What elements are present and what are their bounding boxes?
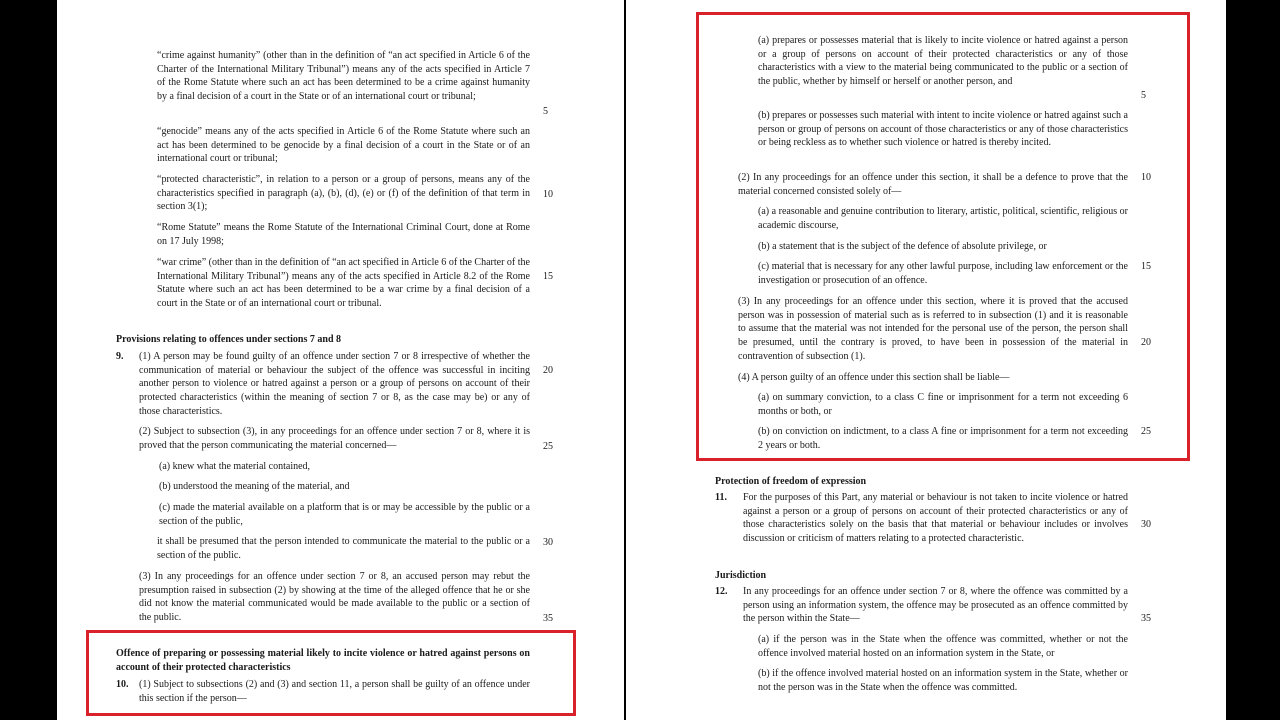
highlight-box-section-10 <box>86 630 576 716</box>
section-9-subsection-2a: (a) knew what the material contained, <box>159 461 311 472</box>
section-11-number: 11. <box>715 492 727 503</box>
section-11-heading: Protection of freedom of expression <box>715 476 867 487</box>
section-10-subsection-4: (4) A person guilty of an offence under this section shall be liable— <box>738 372 1010 383</box>
section-10-subsection-2c: (c) material that is necessary for any other lawful purpose, including law enforcement or the investigation or prosecution of an offence. <box>758 261 1128 286</box>
definition-genocide: “genocide” means any of the acts specified in Article 6 of the Rome Statute where such an act has been determined to be genocide by a final decision of a court in the State or of an international court or tribunal; <box>157 126 530 165</box>
section-12-number: 12. <box>715 586 728 597</box>
definition-protected-characteristic: “protected characteristic”, in relation to a person or a group of persons, means any of the characteristics specified in paragraph (a), (b), (d), (e) or (f) of the definition of that term in section 3(1); <box>157 174 530 213</box>
section-12-paragraph-b: (b) if the offence involved material hosted on an information system in the State, whether or not the person was in the State when the offence was committed. <box>758 668 1128 693</box>
line-number: 35 <box>543 613 553 624</box>
line-number: 35 <box>1141 613 1151 624</box>
section-9-subsection-2-tail: it shall be presumed that the person intended to communicate the material to the public or a section of the public. <box>157 536 530 561</box>
highlight-box-section-10-continued <box>696 12 1190 461</box>
section-11-text: For the purposes of this Part, any material or behaviour is not taken to incite violence or hatred against a person or a group of persons on account of their protected characteristics or any of those characteristics solely on the basis that that material or behaviour includes or involves discussion or criticism of matters relating to a protected characteristic. <box>743 492 1128 545</box>
right-page <box>626 0 1226 720</box>
section-9-subsection-2: (2) Subject to subsection (3), in any proceedings for an offence under section 7 or 8, where it is proved that the person communicating the material concerned— <box>139 426 530 451</box>
section-10-subsection-4b: (b) on conviction on indictment, to a class A fine or imprisonment for a term not exceeding 2 years or both. <box>758 426 1128 451</box>
section-10-heading: Offence of preparing or possessing material likely to incite violence or hatred against persons on account of their protected characteristics <box>116 648 530 673</box>
definition-war-crime: “war crime” (other than in the definition of “an act specified in Article 6 of the Charter of the International Military Tribunal”) means any of the acts specified in Article 8.2 of the Rome Statute where such an act has been determined to be a war crime by a final decision of a court in the State or of an international court or tribunal. <box>157 257 530 310</box>
definition-crime-against-humanity: “crime against humanity” (other than in the definition of “an act specified in Article 6 of the Charter of the International Military Tribunal”) means any of the acts specified in Article 7 of the Rome Statute where such an act has been determined to be a crime against humanity by a final decision of a court in the State or of an international court or tribunal; <box>157 50 530 103</box>
line-number: 30 <box>1141 519 1151 530</box>
section-9-subsection-2c: (c) made the material available on a platform that is or may be accessible by the public or a section of the public, <box>159 502 530 527</box>
section-9-subsection-2b: (b) understood the meaning of the material, and <box>159 481 350 492</box>
definition-rome-statute: “Rome Statute” means the Rome Statute of the International Criminal Court, done at Rome on 17 July 1998; <box>157 222 530 247</box>
section-10-subsection-2a: (a) a reasonable and genuine contribution to literary, artistic, political, scientific, religious or academic discourse, <box>758 206 1128 231</box>
section-12-text: In any proceedings for an offence under section 7 or 8, where the offence was committed by a person using an information system, the offence may be prosecuted as an offence committed by the person within the State— <box>743 586 1128 625</box>
section-10-number: 10. <box>116 679 129 690</box>
left-page <box>57 0 624 720</box>
section-10-subsection-3: (3) In any proceedings for an offence under this section, where it is proved that the accused person was in possession of material such as is referred to in subsection (1) and it is reasonable to assume that the material was not intended for the personal use of the person, the person shall be presumed, until the contrary is proved, to have been in possession of the material in contravention of subsection (1). <box>738 296 1128 362</box>
line-number: 5 <box>1141 90 1146 101</box>
section-10-subsection-2: (2) In any proceedings for an offence under this section, it shall be a defence to prove that the material concerned consisted solely of— <box>738 172 1128 197</box>
section-9-subsection-3: (3) In any proceedings for an offence under section 7 or 8, an accused person may rebut the presumption raised in subsection (2) by showing at the time of the alleged offence that he or she did not know the material communicated would be made available to the public or a section of the public. <box>139 571 530 624</box>
section-10-paragraph-a: (a) prepares or possesses material that is likely to incite violence or hatred against a person or a group of persons on account of their protected characteristics or any of those characteristics with a view to the material being communicated to the public or a section of the public, whether by himself or herself or another person, and <box>758 35 1128 88</box>
line-number: 5 <box>543 106 548 117</box>
line-number: 30 <box>543 537 553 548</box>
line-number: 10 <box>1141 172 1151 183</box>
section-10-paragraph-b: (b) prepares or possesses such material with intent to incite violence or hatred against such a person or group of persons on account of those characteristics or any of those characteristics or being reckless as to whether such violence or hatred is thereby incited. <box>758 110 1128 149</box>
line-number: 25 <box>1141 426 1151 437</box>
line-number: 20 <box>543 365 553 376</box>
section-10-subsection-2b: (b) a statement that is the subject of the defence of absolute privilege, or <box>758 241 1047 252</box>
line-number: 20 <box>1141 337 1151 348</box>
section-10-subsection-4a: (a) on summary conviction, to a class C fine or imprisonment for a term not exceeding 6 months or both, or <box>758 392 1128 417</box>
line-number: 15 <box>543 271 553 282</box>
line-number: 25 <box>543 441 553 452</box>
section-9-subsection-1: (1) A person may be found guilty of an offence under section 7 or 8 irrespective of whether the communication of material or behaviour the subject of the offence was successful in inciting another person to violence or hatred against a person or a group of persons on account of their protected characteristics (within the meaning of section 7 or 8, as the case may be) or any of those characteristics. <box>139 351 530 417</box>
section-10-subsection-1: (1) Subject to subsections (2) and (3) and section 11, a person shall be guilty of an offence under this section if the person— <box>139 679 530 704</box>
section-9-number: 9. <box>116 351 124 362</box>
line-number: 15 <box>1141 261 1151 272</box>
section-9-heading: Provisions relating to offences under sections 7 and 8 <box>116 334 342 345</box>
section-12-heading: Jurisdiction <box>715 570 767 581</box>
section-12-paragraph-a: (a) if the person was in the State when the offence was committed, whether or not the offence involved material hosted on an information system in the State, or <box>758 634 1128 659</box>
line-number: 10 <box>543 189 553 200</box>
